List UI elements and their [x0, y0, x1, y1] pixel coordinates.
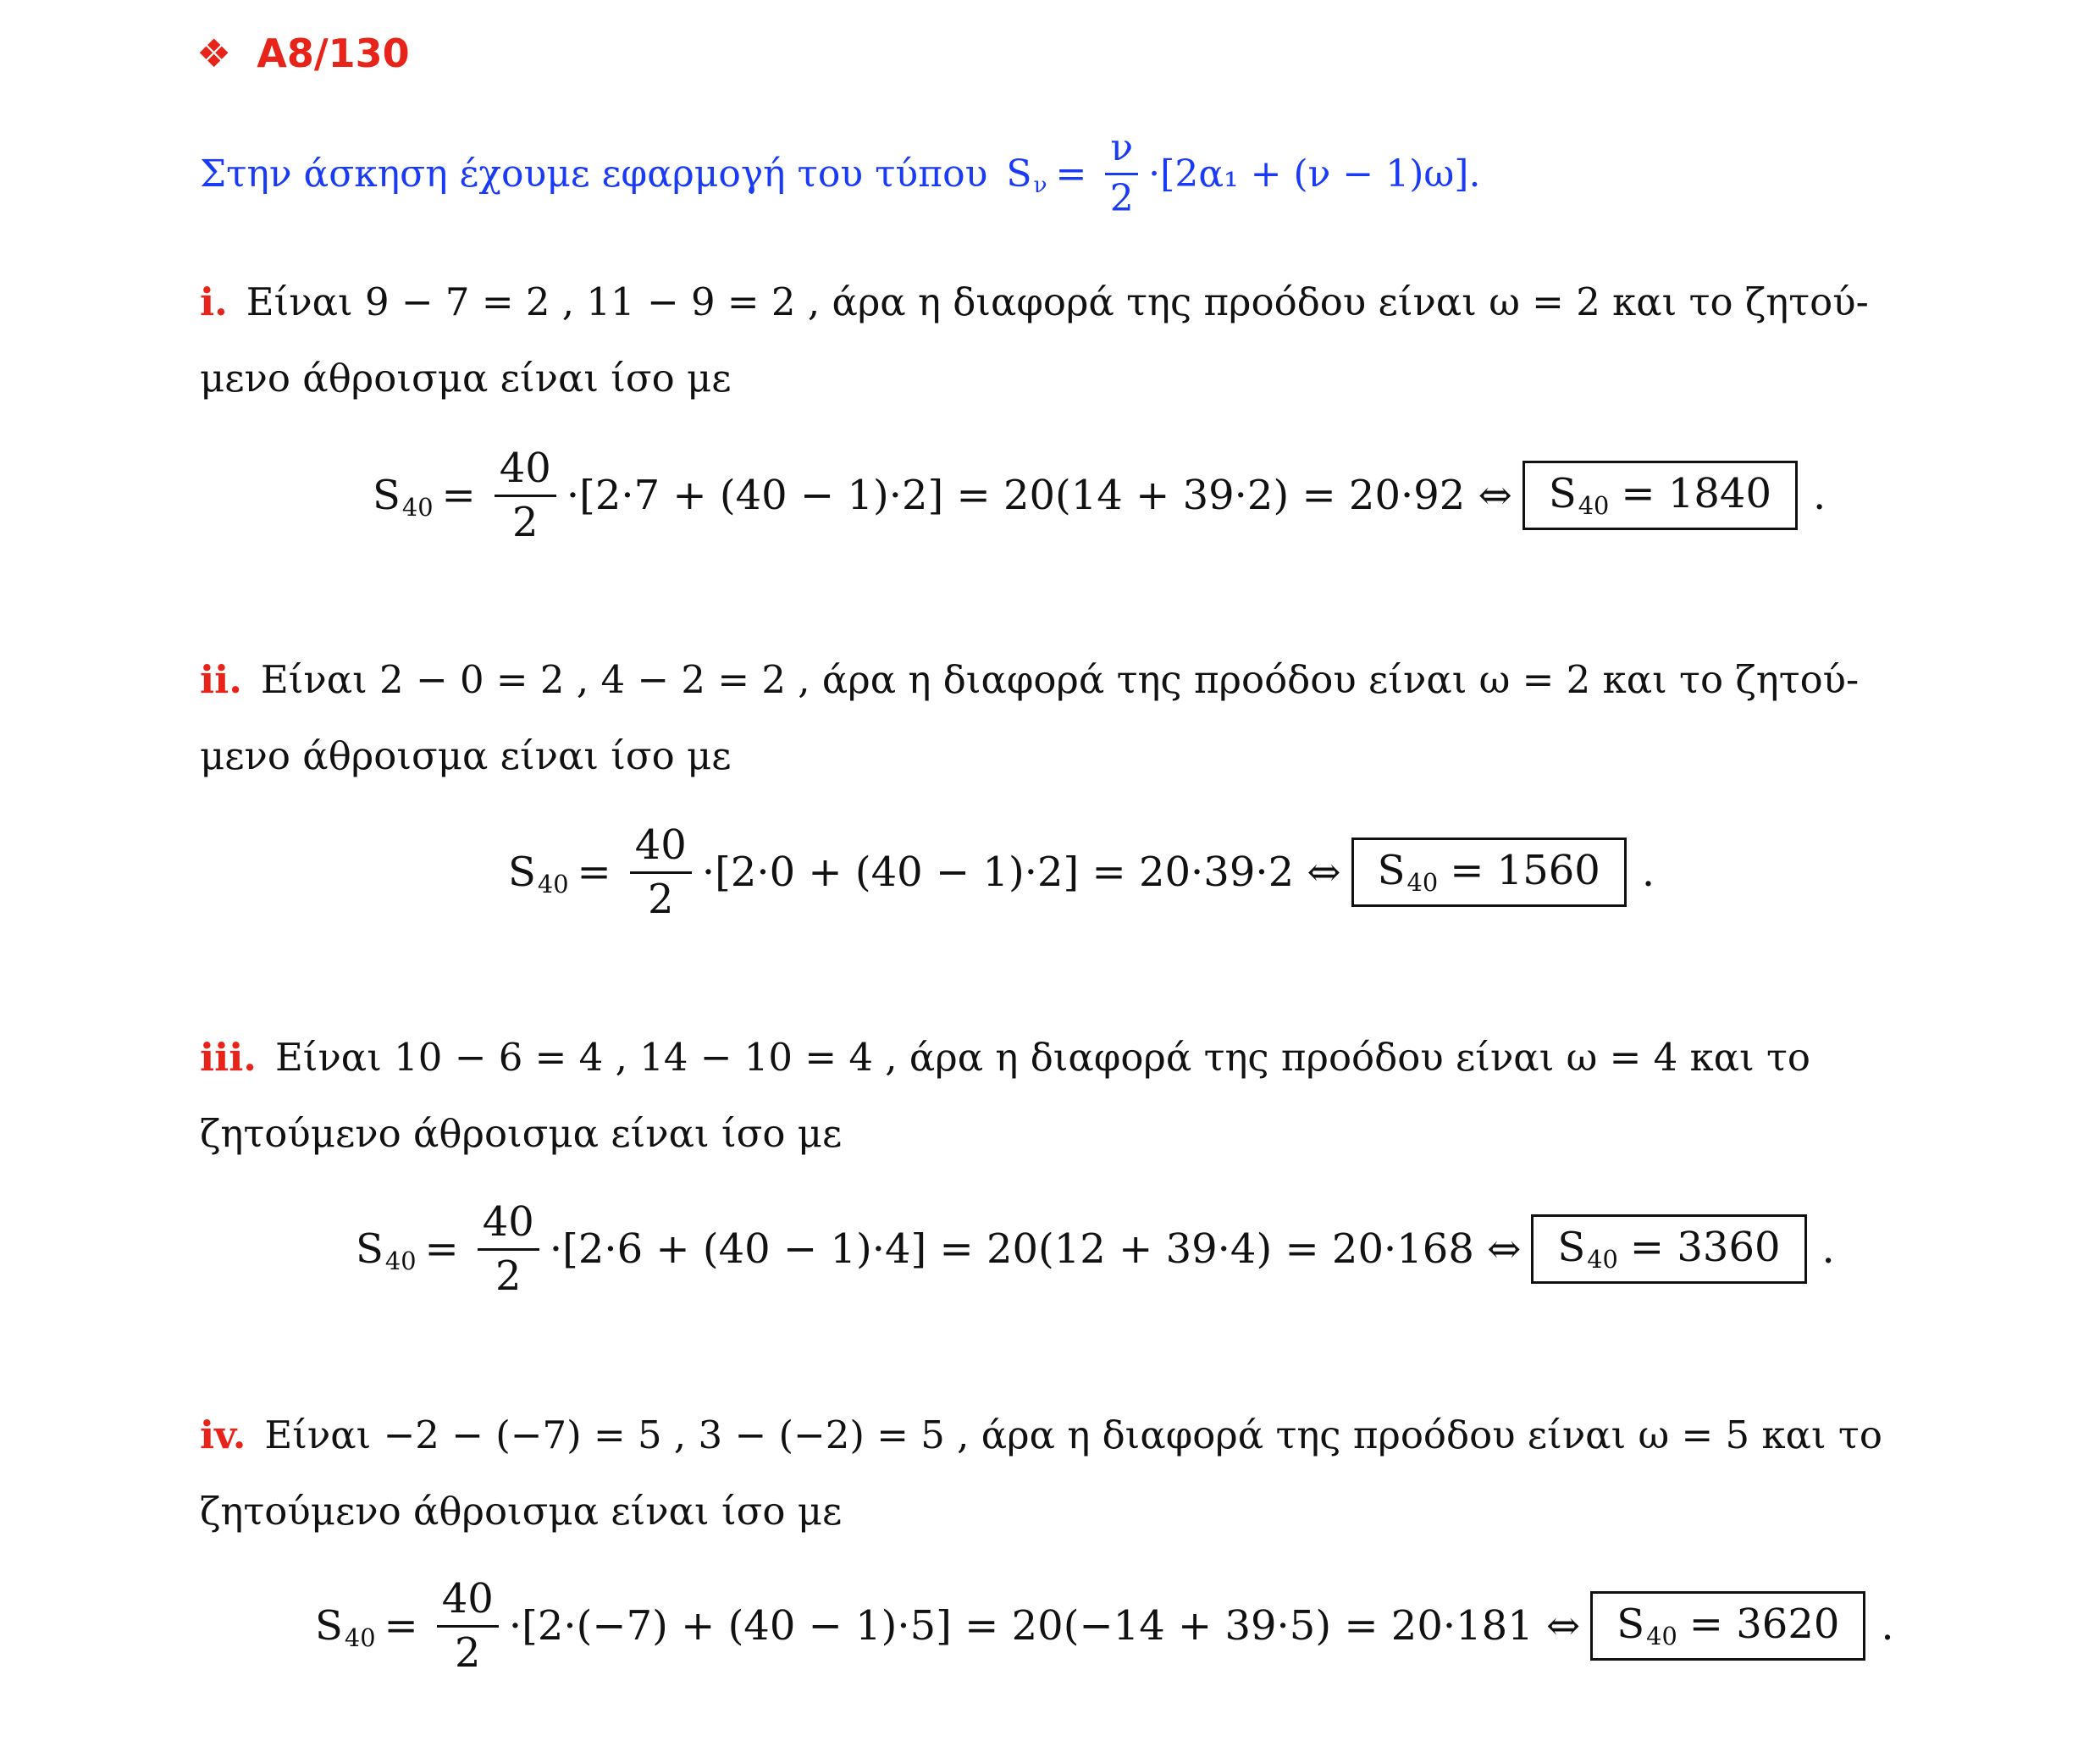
part-label: iii. — [200, 1035, 257, 1080]
part-label: ii. — [200, 657, 242, 702]
result-value: = 1560 — [1450, 847, 1600, 894]
sum-subscript: 40 — [344, 1623, 376, 1653]
part-label: iv. — [200, 1413, 246, 1457]
formula-bracket: ·[2α₁ + (ν − 1)ω]. — [1148, 152, 1481, 196]
part-ii-line1 — [200, 657, 1859, 702]
fraction-denominator: 2 — [495, 1252, 522, 1300]
sum-subscript: 40 — [384, 1247, 417, 1276]
part-iv-line2: ζητούμενο άθροισμα είναι ίσο με — [200, 1489, 843, 1534]
result-symbol: S — [1377, 847, 1406, 894]
sum-subscript: 40 — [537, 870, 569, 899]
result-box — [1590, 1591, 1865, 1661]
result-symbol: S — [1557, 1224, 1586, 1271]
part-text: Είναι 2 − 0 = 2 , 4 − 2 = 2 , άρα η διαφορά της προόδου είναι ω = 2 και το ζητού- — [260, 657, 1860, 702]
part-iii-line2: ζητούμενο άθροισμα είναι ίσο με — [200, 1111, 843, 1156]
result-box — [1522, 461, 1798, 530]
part-i-line1 — [200, 279, 1869, 324]
equals-sign: = — [384, 1602, 418, 1650]
equation-rest: ·[2·6 + (40 − 1)·4] = 20(12 + 39·4) = 20·168 ⇔ — [549, 1225, 1522, 1273]
result-subscript: 40 — [1587, 1245, 1618, 1274]
result-subscript: 40 — [1578, 491, 1610, 521]
fraction-numerator: ν — [1105, 128, 1138, 174]
result-box — [1351, 838, 1627, 907]
fraction-numerator: 40 — [437, 1577, 499, 1628]
result-subscript: 40 — [1406, 868, 1439, 898]
fraction — [478, 1197, 539, 1300]
formula-equals: = — [1055, 152, 1087, 196]
equals-sign: = — [424, 1225, 459, 1273]
part-iii-equation — [356, 1181, 1835, 1317]
fraction-denominator: 2 — [648, 875, 674, 923]
result-value: = 3620 — [1688, 1600, 1840, 1648]
end-period: . — [1641, 849, 1655, 896]
part-label: i. — [200, 279, 228, 324]
exercise-title: Α8/130 — [257, 30, 410, 76]
end-period: . — [1821, 1225, 1835, 1273]
equals-sign: = — [441, 472, 476, 519]
fraction-numerator: 40 — [630, 823, 692, 874]
sum-symbol: S — [508, 849, 536, 896]
sum-subscript: 40 — [401, 493, 434, 522]
part-text: Είναι −2 − (−7) = 5 , 3 − (−2) = 5 , άρα η διαφορά της προόδου είναι ω = 5 και το — [264, 1413, 1882, 1457]
part-ii-equation — [508, 804, 1655, 940]
sum-symbol: S — [356, 1225, 384, 1273]
fraction — [495, 446, 556, 545]
part-iii-line1 — [200, 1035, 1810, 1080]
result-subscript: 40 — [1646, 1622, 1677, 1651]
fraction — [630, 823, 692, 922]
part-text: Είναι 10 − 6 = 4 , 14 − 10 = 4 , άρα η διαφορά της προόδου είναι ω = 4 και το — [274, 1035, 1811, 1080]
part-i-line2: μενο άθροισμα είναι ίσο με — [200, 356, 732, 401]
equation-rest: ·[2·7 + (40 − 1)·2] = 20(14 + 39·2) = 20·92 ⇔ — [566, 472, 1512, 519]
fraction-numerator: 40 — [495, 446, 556, 497]
fraction-numerator: 40 — [478, 1200, 539, 1251]
result-box — [1531, 1214, 1806, 1284]
part-iv-equation — [315, 1558, 1894, 1694]
fraction — [437, 1574, 499, 1677]
part-ii-line2: μενο άθροισμα είναι ίσο με — [200, 733, 732, 778]
end-period: . — [1881, 1602, 1894, 1650]
result-symbol: S — [1616, 1600, 1645, 1648]
part-iv-line1 — [200, 1413, 1882, 1457]
intro-text: Στην άσκηση έχουμε εφαρμογή του τύπου — [200, 152, 988, 196]
equals-sign: = — [577, 849, 611, 896]
equation-rest: ·[2·0 + (40 − 1)·2] = 20·39·2 ⇔ — [701, 849, 1341, 896]
bullet-icon: ❖ — [196, 30, 232, 76]
sum-symbol: S — [373, 472, 401, 519]
end-period: . — [1813, 472, 1826, 519]
intro-sentence — [200, 110, 1480, 237]
exercise-header — [196, 30, 410, 76]
fraction-denominator: 2 — [512, 498, 539, 546]
formula-subscript: ν — [1033, 171, 1047, 198]
result-symbol: S — [1548, 470, 1577, 517]
result-value: = 3360 — [1629, 1224, 1781, 1271]
equation-rest: ·[2·(−7) + (40 − 1)·5] = 20(−14 + 39·5) = 20·181 ⇔ — [508, 1602, 1581, 1650]
sum-symbol: S — [315, 1602, 343, 1650]
part-i-equation — [373, 428, 1826, 563]
fraction-denominator: 2 — [1109, 176, 1134, 220]
part-text: Είναι 9 − 7 = 2 , 11 − 9 = 2 , άρα η διαφορά της προόδου είναι ω = 2 και το ζητού- — [246, 279, 1869, 324]
fraction-denominator: 2 — [455, 1628, 481, 1677]
result-value: = 1840 — [1621, 470, 1771, 517]
formula-fraction — [1105, 128, 1138, 219]
formula-symbol: S — [1006, 152, 1032, 196]
